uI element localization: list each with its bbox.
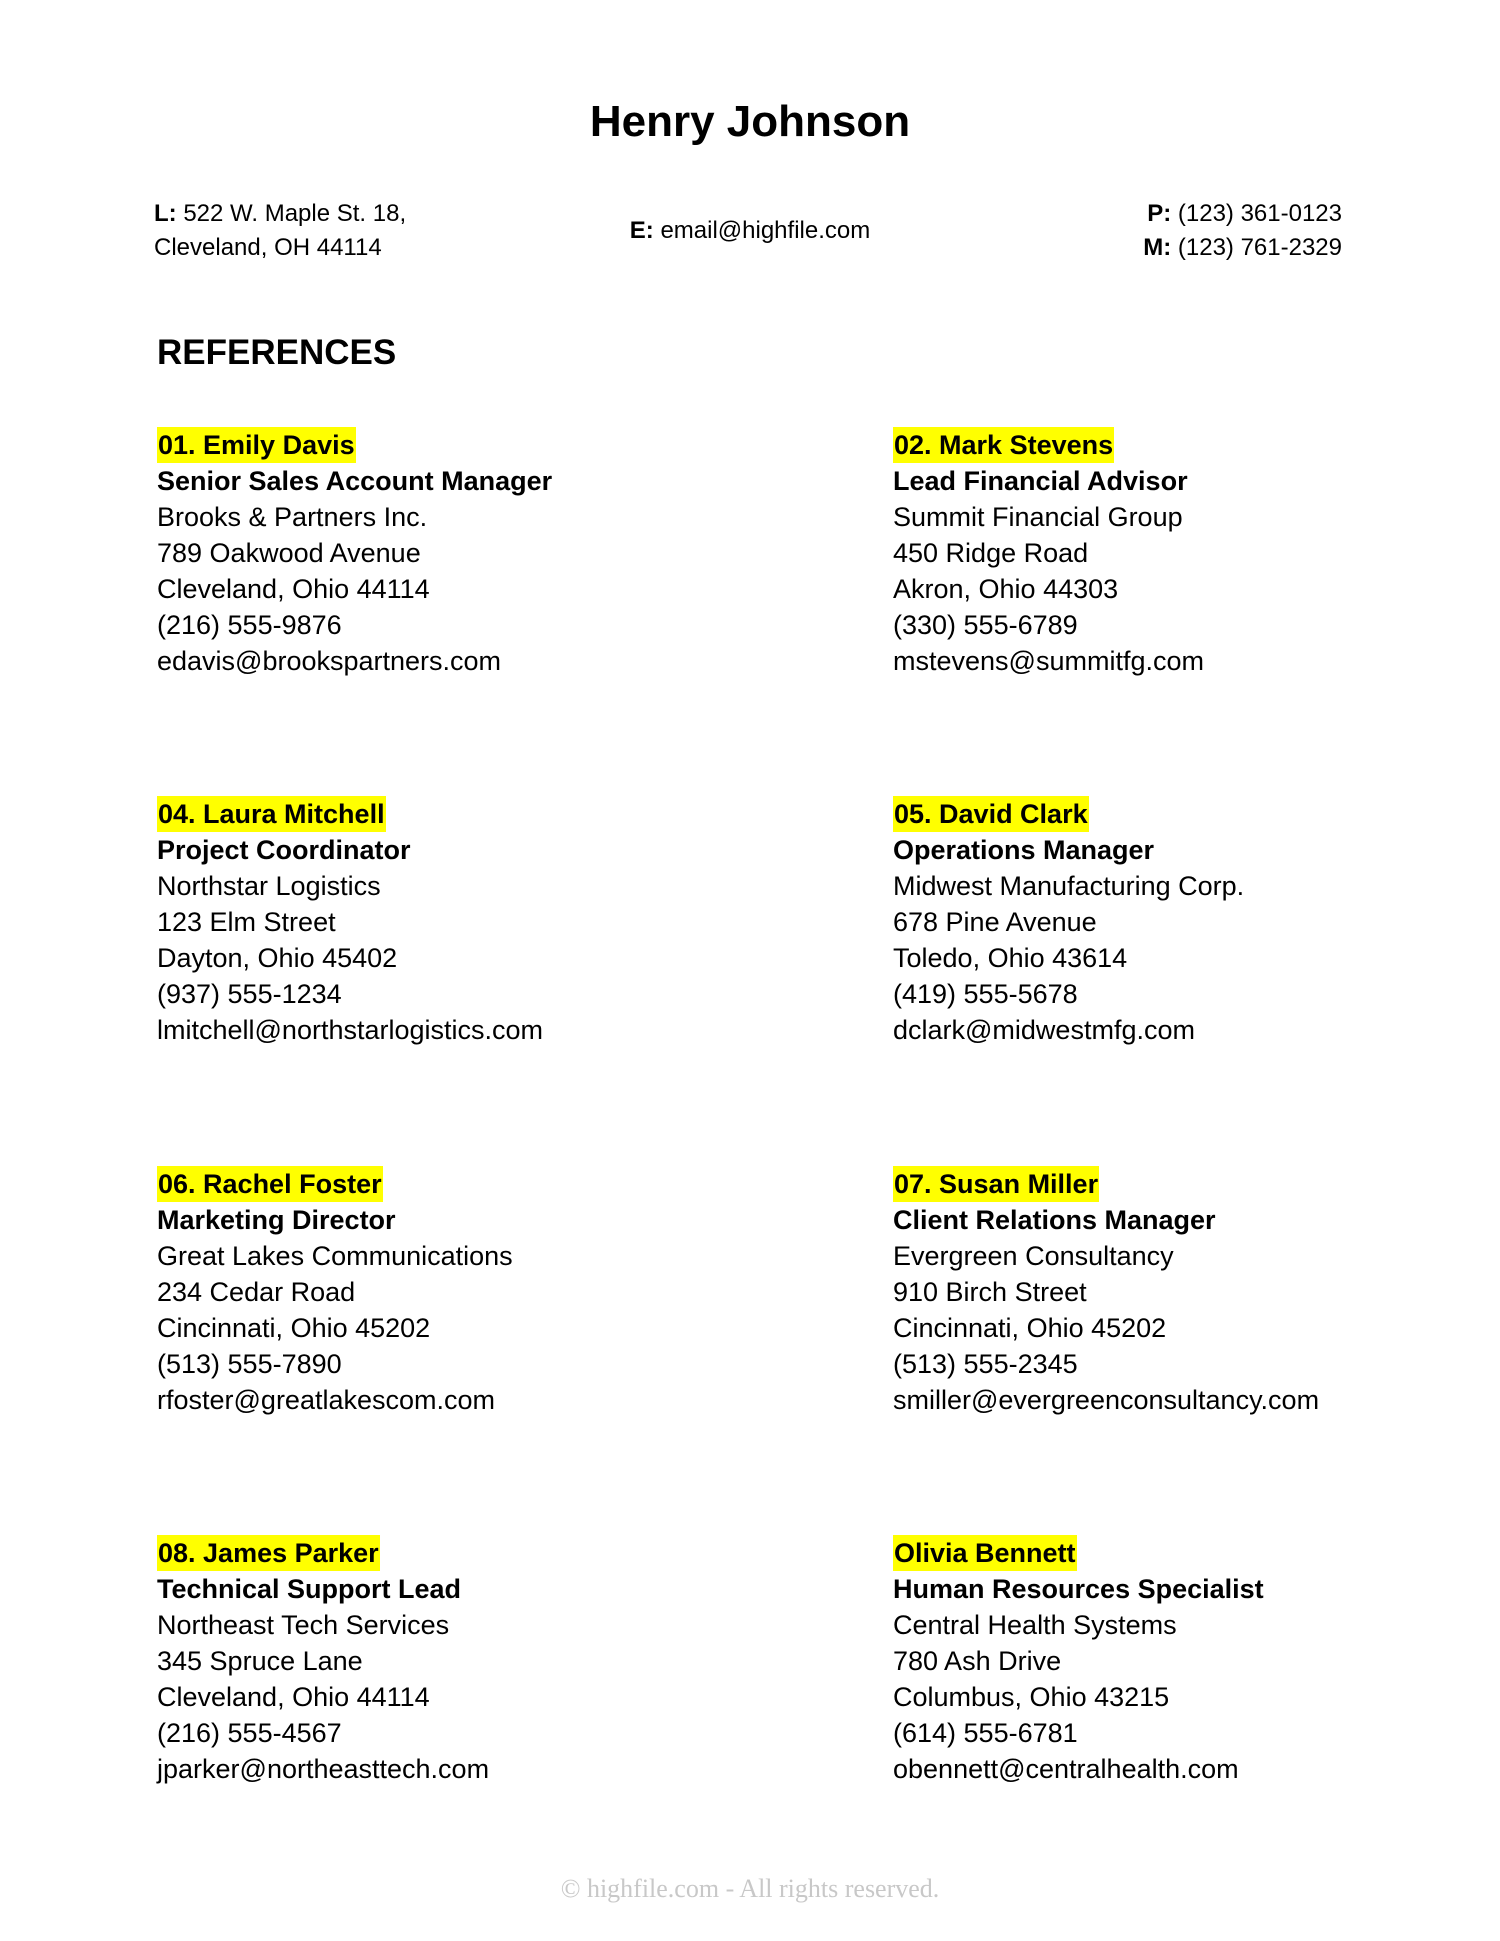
reference-name: 02. Mark Stevens — [893, 427, 1114, 463]
reference-company: Midwest Manufacturing Corp. — [893, 871, 1245, 901]
reference-street: 123 Elm Street — [157, 907, 336, 937]
reference-company: Great Lakes Communications — [157, 1241, 513, 1271]
location-label: L: — [154, 200, 177, 227]
reference-email: jparker@northeasttech.com — [157, 1754, 490, 1784]
reference-street: 678 Pine Avenue — [893, 907, 1097, 937]
reference-name: 01. Emily Davis — [157, 427, 356, 463]
reference-company: Central Health Systems — [893, 1610, 1177, 1640]
email-label: E: — [629, 217, 654, 244]
reference-title: Marketing Director — [157, 1205, 396, 1235]
reference-company: Brooks & Partners Inc. — [157, 502, 428, 532]
contact-phones — [1143, 197, 1342, 265]
reference-email: mstevens@summitfg.com — [893, 646, 1204, 676]
reference-name: 04. Laura Mitchell — [157, 796, 386, 832]
reference-card — [893, 1166, 1319, 1418]
reference-city: Cleveland, Ohio 44114 — [157, 574, 430, 604]
reference-street: 789 Oakwood Avenue — [157, 538, 421, 568]
reference-card — [157, 1535, 489, 1787]
reference-card — [157, 427, 552, 679]
reference-city: Akron, Ohio 44303 — [893, 574, 1119, 604]
reference-city: Cincinnati, Ohio 45202 — [893, 1313, 1167, 1343]
reference-email: edavis@brookspartners.com — [157, 646, 502, 676]
reference-street: 450 Ridge Road — [893, 538, 1089, 568]
reference-phone: (330) 555-6789 — [893, 610, 1078, 640]
reference-phone: (513) 555-2345 — [893, 1349, 1078, 1379]
reference-name: 07. Susan Miller — [893, 1166, 1099, 1202]
reference-card — [893, 427, 1204, 679]
reference-card — [893, 1535, 1264, 1787]
reference-email: smiller@evergreenconsultancy.com — [893, 1385, 1320, 1415]
reference-title: Operations Manager — [893, 835, 1155, 865]
reference-city: Cleveland, Ohio 44114 — [157, 1682, 430, 1712]
reference-name: Olivia Bennett — [893, 1535, 1077, 1571]
reference-company: Northstar Logistics — [157, 871, 381, 901]
reference-city: Toledo, Ohio 43614 — [893, 943, 1128, 973]
reference-title: Technical Support Lead — [157, 1574, 462, 1604]
reference-phone: (614) 555-6781 — [893, 1718, 1078, 1748]
reference-city: Dayton, Ohio 45402 — [157, 943, 398, 973]
reference-phone: (937) 555-1234 — [157, 979, 342, 1009]
reference-card — [157, 796, 543, 1048]
reference-street: 345 Spruce Lane — [157, 1646, 363, 1676]
location-line1: 522 W. Maple St. 18, — [183, 200, 407, 227]
mobile-label: M: — [1143, 234, 1172, 261]
reference-name: 06. Rachel Foster — [157, 1166, 383, 1202]
reference-email: rfoster@greatlakescom.com — [157, 1385, 496, 1415]
reference-email: lmitchell@northstarlogistics.com — [157, 1015, 544, 1045]
reference-phone: (419) 555-5678 — [893, 979, 1078, 1009]
reference-phone: (513) 555-7890 — [157, 1349, 342, 1379]
reference-email: obennett@centralhealth.com — [893, 1754, 1239, 1784]
reference-phone: (216) 555-4567 — [157, 1718, 342, 1748]
reference-title: Project Coordinator — [157, 835, 411, 865]
page-title: Henry Johnson — [589, 97, 911, 146]
section-title: REFERENCES — [157, 333, 397, 372]
phone-value: (123) 361-0123 — [1177, 200, 1342, 227]
reference-company: Summit Financial Group — [893, 502, 1183, 532]
reference-title: Lead Financial Advisor — [893, 466, 1188, 496]
reference-street: 910 Birch Street — [893, 1277, 1087, 1307]
reference-name: 05. David Clark — [893, 796, 1089, 832]
reference-title: Senior Sales Account Manager — [157, 466, 553, 496]
reference-city: Cincinnati, Ohio 45202 — [157, 1313, 431, 1343]
reference-email: dclark@midwestmfg.com — [893, 1015, 1195, 1045]
reference-company: Evergreen Consultancy — [893, 1241, 1174, 1271]
reference-name: 08. James Parker — [157, 1535, 380, 1571]
email-value: email@highfile.com — [660, 217, 871, 244]
reference-card — [157, 1166, 513, 1418]
reference-title: Client Relations Manager — [893, 1205, 1216, 1235]
mobile-value: (123) 761-2329 — [1177, 234, 1342, 261]
reference-phone: (216) 555-9876 — [157, 610, 342, 640]
reference-city: Columbus, Ohio 43215 — [893, 1682, 1170, 1712]
reference-title: Human Resources Specialist — [893, 1574, 1264, 1604]
reference-company: Northeast Tech Services — [157, 1610, 450, 1640]
reference-street: 780 Ash Drive — [893, 1646, 1062, 1676]
footer-copyright: © highfile.com - All rights reserved. — [560, 1874, 940, 1903]
phone-label: P: — [1147, 200, 1172, 227]
reference-card — [893, 796, 1244, 1048]
location-line2: Cleveland, OH 44114 — [154, 234, 382, 261]
reference-street: 234 Cedar Road — [157, 1277, 356, 1307]
